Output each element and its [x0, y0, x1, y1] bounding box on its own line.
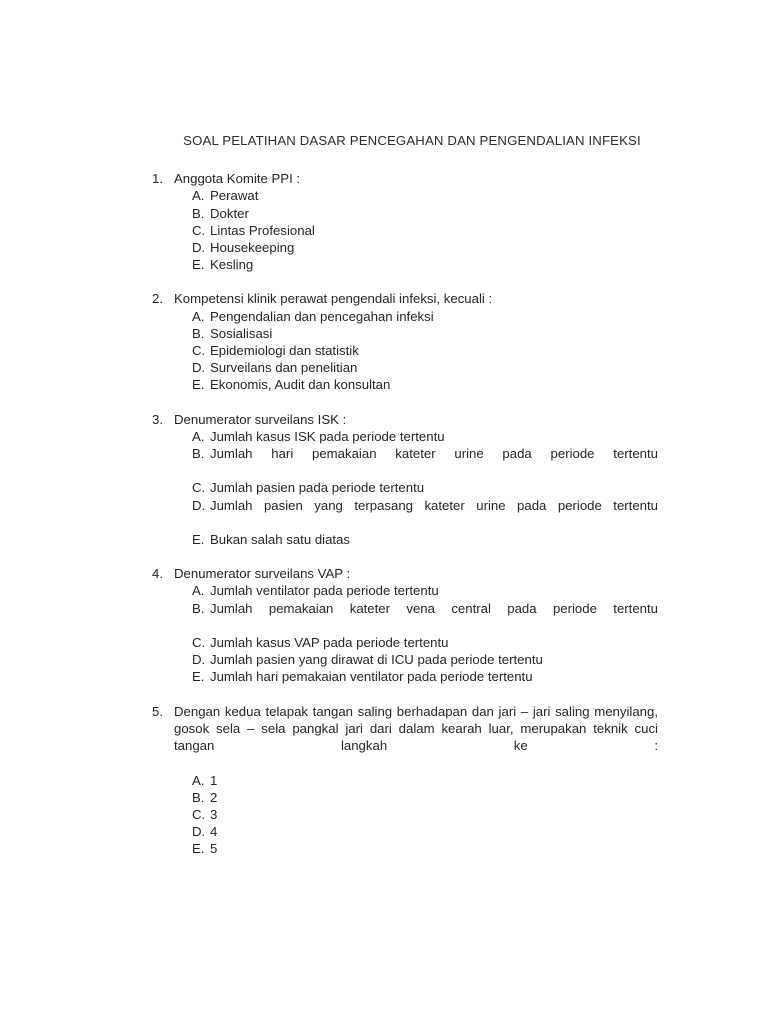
question-text: Dengan kedua telapak tangan saling berhadapan dan jari – jari saling menyilang, gosok sela – sela pangkal jari dari dalam kearah luar, merupakan teknik cuci tangan langkah ke : — [174, 703, 658, 754]
option-item[interactable] — [152, 256, 658, 273]
option-letter: C. — [192, 806, 206, 822]
option-letter: A. — [192, 188, 205, 204]
question-text: Denumerator surveilans VAP : — [174, 566, 351, 582]
question-block — [152, 290, 658, 393]
question-text: Anggota Komite PPI : — [174, 171, 301, 187]
option-text: Perawat — [210, 188, 259, 204]
option-letter: D. — [192, 652, 206, 668]
question-text: Denumerator surveilans ISK : — [174, 411, 347, 427]
option-text: Pengendalian dan pencegahan infeksi — [210, 308, 434, 324]
option-item[interactable] — [152, 325, 658, 342]
option-letter: E. — [192, 257, 205, 273]
option-letter: D. — [192, 824, 206, 840]
option-text: Jumlah pasien yang dirawat di ICU pada periode tertentu — [210, 652, 543, 668]
option-text: 1 — [210, 772, 218, 788]
question-text: Kompetensi klinik perawat pengendali infeksi, kecuali : — [174, 291, 493, 307]
question-number: 5. — [152, 703, 163, 719]
option-text: Jumlah kasus ISK pada periode tertentu — [210, 428, 445, 444]
option-item[interactable] — [152, 205, 658, 222]
question-block — [152, 170, 658, 273]
option-item[interactable] — [152, 634, 658, 651]
option-item[interactable] — [152, 600, 658, 634]
option-letter: C. — [192, 635, 206, 651]
option-letter: A. — [192, 428, 205, 444]
option-text: Jumlah pasien pada periode tertentu — [210, 480, 425, 496]
option-text: 3 — [210, 806, 218, 822]
option-text: Jumlah pemakaian kateter vena central pada periode tertentu — [210, 600, 658, 616]
option-item[interactable] — [152, 342, 658, 359]
option-text: 2 — [210, 789, 218, 805]
option-item[interactable] — [152, 376, 658, 393]
option-text: 5 — [210, 841, 218, 857]
option-letter: B. — [192, 325, 205, 341]
page-title — [152, 132, 658, 149]
option-item[interactable] — [152, 823, 658, 840]
option-text: Ekonomis, Audit dan konsultan — [210, 377, 391, 393]
question-stem — [152, 565, 658, 582]
option-item[interactable] — [152, 187, 658, 204]
option-list — [152, 772, 658, 858]
option-letter: D. — [192, 497, 206, 513]
option-item[interactable] — [152, 479, 658, 496]
option-letter: A. — [192, 583, 205, 599]
option-letter: C. — [192, 480, 206, 496]
option-letter: B. — [192, 446, 205, 462]
option-letter: E. — [192, 669, 205, 685]
question-block — [152, 703, 658, 858]
option-text: Jumlah pasien yang terpasang kateter urine pada periode tertentu — [210, 497, 658, 513]
option-text: Jumlah hari pemakaian ventilator pada periode tertentu — [210, 669, 533, 685]
option-letter: E. — [192, 841, 205, 857]
option-item[interactable] — [152, 239, 658, 256]
option-list — [152, 428, 658, 548]
question-number: 4. — [152, 566, 163, 582]
option-item[interactable] — [152, 840, 658, 857]
option-letter: C. — [192, 343, 206, 359]
option-letter: B. — [192, 600, 205, 616]
option-item[interactable] — [152, 497, 658, 531]
option-letter: C. — [192, 222, 206, 238]
option-letter: B. — [192, 789, 205, 805]
option-list — [152, 187, 658, 273]
option-item[interactable] — [152, 651, 658, 668]
option-text: Jumlah kasus VAP pada periode tertentu — [210, 635, 449, 651]
option-letter: E. — [192, 377, 205, 393]
option-text: Kesling — [210, 257, 254, 273]
question-number: 2. — [152, 291, 163, 307]
option-text: Bukan salah satu diatas — [210, 532, 351, 548]
option-text: Housekeeping — [210, 240, 295, 256]
option-item[interactable] — [152, 772, 658, 789]
question-block — [152, 565, 658, 685]
question-block — [152, 411, 658, 549]
question-number: 3. — [152, 411, 163, 427]
option-item[interactable] — [152, 428, 658, 445]
option-letter: B. — [192, 205, 205, 221]
option-list — [152, 308, 658, 394]
option-text: Sosialisasi — [210, 325, 273, 341]
question-number: 1. — [152, 171, 163, 187]
option-letter: A. — [192, 308, 205, 324]
question-stem — [152, 411, 658, 428]
option-letter: D. — [192, 240, 206, 256]
option-text: Epidemiologi dan statistik — [210, 343, 359, 359]
option-item[interactable] — [152, 789, 658, 806]
question-stem — [152, 703, 658, 772]
page-title-line-1: SOAL PELATIHAN DASAR PENCEGAHAN DAN PENGENDALIAN — [183, 133, 585, 148]
option-letter: D. — [192, 360, 206, 376]
option-item[interactable] — [152, 806, 658, 823]
option-item[interactable] — [152, 445, 658, 479]
option-text: Jumlah ventilator pada periode tertentu — [210, 583, 439, 599]
option-item[interactable] — [152, 531, 658, 548]
question-stem — [152, 170, 658, 187]
document-body — [152, 132, 658, 858]
option-item[interactable] — [152, 222, 658, 239]
option-text: Surveilans dan penelitian — [210, 360, 358, 376]
option-text: 4 — [210, 824, 218, 840]
question-stem — [152, 290, 658, 307]
option-text: Dokter — [210, 205, 249, 221]
option-item[interactable] — [152, 308, 658, 325]
option-item[interactable] — [152, 582, 658, 599]
option-text: Lintas Profesional — [210, 222, 315, 238]
option-letter: E. — [192, 532, 205, 548]
option-item[interactable] — [152, 668, 658, 685]
option-item[interactable] — [152, 359, 658, 376]
option-letter: A. — [192, 772, 205, 788]
option-list — [152, 582, 658, 685]
page-title-line-2: INFEKSI — [588, 133, 641, 148]
option-text: Jumlah hari pemakaian kateter urine pada periode tertentu — [210, 446, 658, 462]
